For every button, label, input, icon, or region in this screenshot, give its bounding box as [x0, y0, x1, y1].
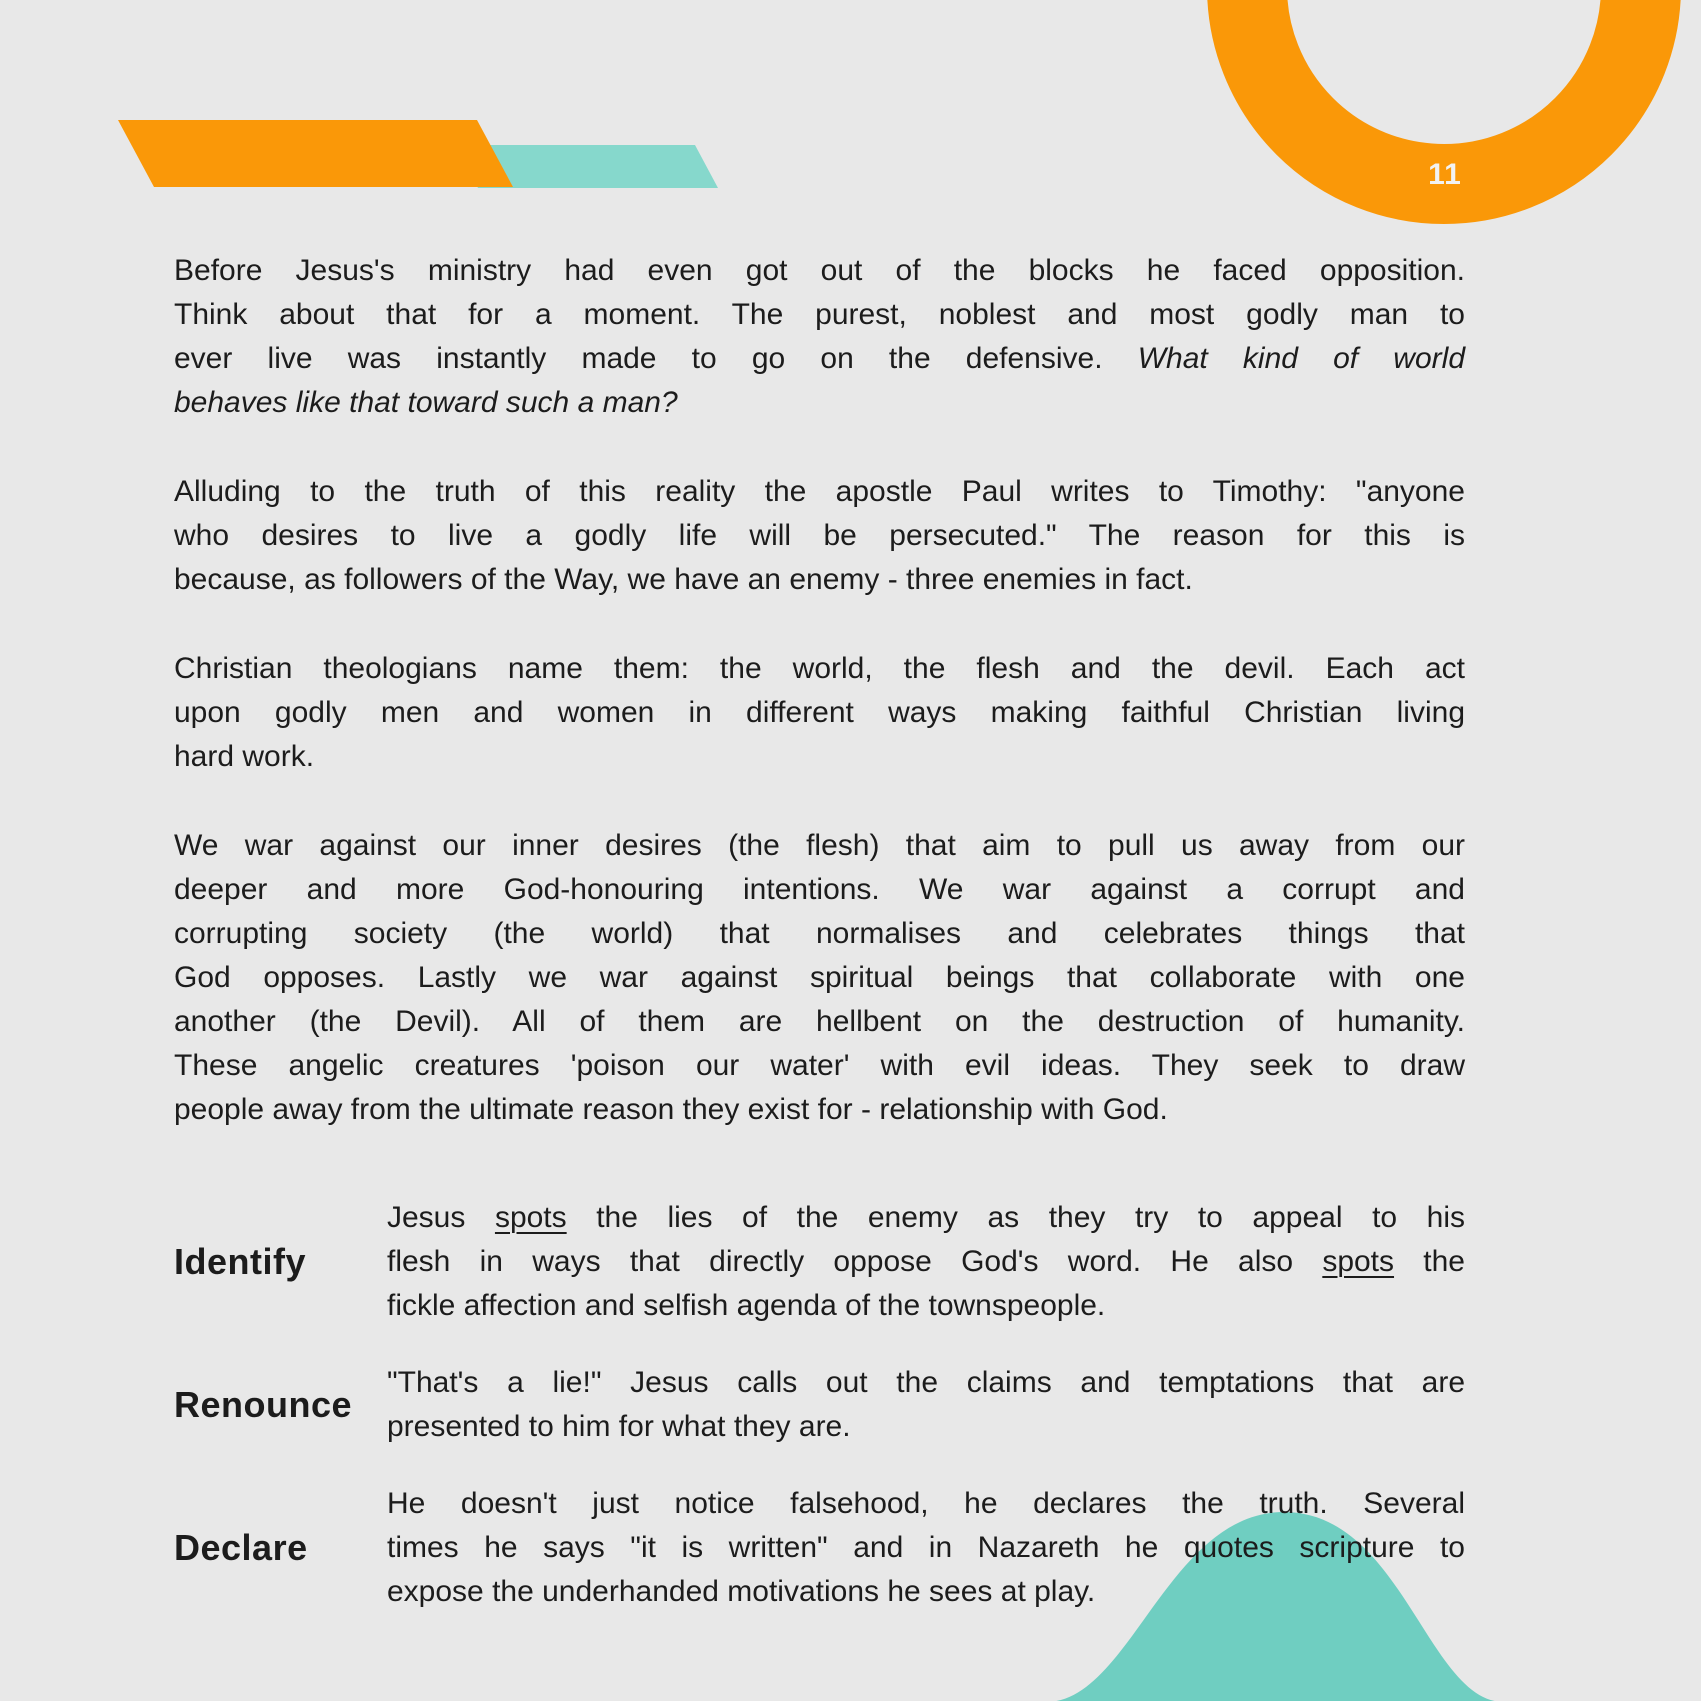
text-line: flesh in ways that directly oppose God's word. He also spots the	[387, 1245, 1465, 1278]
text-line: Before Jesus's ministry had even got out of the blocks he faced opposition.	[174, 254, 1465, 287]
practice-row	[174, 1361, 1465, 1449]
text-line: fickle affection and selfish agenda of the townspeople.	[387, 1289, 1106, 1322]
practice-label: Renounce	[174, 1384, 353, 1426]
practice-rows-section	[174, 1196, 1465, 1614]
practice-description	[387, 1361, 1465, 1449]
practice-label: Declare	[174, 1527, 308, 1569]
practice-description	[387, 1482, 1465, 1614]
text-line: Alluding to the truth of this reality the apostle Paul writes to Timothy: "anyone	[174, 475, 1465, 508]
text-line: deeper and more God-honouring intentions. We war against a corrupt and	[174, 873, 1465, 906]
paragraphs-section	[174, 249, 1465, 1132]
practice-label: Identify	[174, 1241, 307, 1283]
paragraph	[174, 647, 1465, 779]
page-number: 11	[1428, 158, 1462, 191]
practice-row	[174, 1482, 1465, 1614]
text-line: people away from the ultimate reason they exist for - relationship with God.	[174, 1093, 1168, 1126]
text-line: another (the Devil). All of them are hellbent on the destruction of humanity.	[174, 1005, 1465, 1038]
text-line: hard work.	[174, 740, 315, 773]
paragraph	[174, 470, 1465, 602]
text-line: upon godly men and women in different ways making faithful Christian living	[174, 696, 1465, 729]
text-line: times he says "it is written" and in Nazareth he quotes scripture to	[387, 1531, 1465, 1564]
text-line: He doesn't just notice falsehood, he declares the truth. Several	[387, 1487, 1465, 1520]
accent-bar-orange	[118, 120, 513, 187]
text-line: God opposes. Lastly we war against spiritual beings that collaborate with one	[174, 961, 1465, 994]
paragraph	[174, 824, 1465, 1132]
body-text	[174, 249, 1465, 1614]
text-line: These angelic creatures 'poison our water' with evil ideas. They seek to draw	[174, 1049, 1465, 1082]
text-line: "That's a lie!" Jesus calls out the claims and temptations that are	[387, 1366, 1465, 1399]
text-line: who desires to live a godly life will be persecuted." The reason for this is	[174, 519, 1465, 552]
paragraph	[174, 249, 1465, 425]
text-line: corrupting society (the world) that normalises and celebrates things that	[174, 917, 1465, 950]
practice-description	[387, 1196, 1465, 1328]
text-line: behaves like that toward such a man?	[174, 386, 678, 419]
practice-row	[174, 1196, 1465, 1328]
text-line: expose the underhanded motivations he sees at play.	[387, 1575, 1096, 1608]
text-line: Think about that for a moment. The purest, noblest and most godly man to	[174, 298, 1465, 331]
text-line: We war against our inner desires (the flesh) that aim to pull us away from our	[174, 829, 1465, 862]
text-line: ever live was instantly made to go on the defensive. What kind of world	[174, 342, 1466, 375]
text-line: because, as followers of the Way, we have an enemy - three enemies in fact.	[174, 563, 1193, 596]
text-line: Jesus spots the lies of the enemy as they try to appeal to his	[387, 1201, 1465, 1234]
text-line: presented to him for what they are.	[387, 1410, 851, 1443]
page-number-ring	[1247, 0, 1641, 184]
text-line: Christian theologians name them: the world, the flesh and the devil. Each act	[174, 652, 1465, 685]
